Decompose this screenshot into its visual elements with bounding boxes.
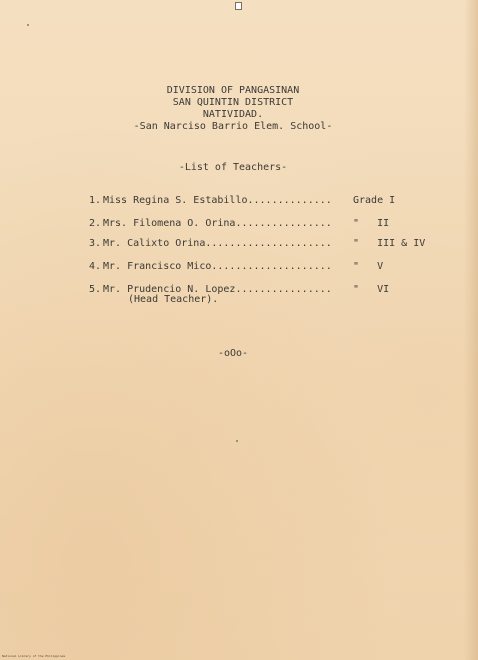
teacher-number: 1. xyxy=(89,195,102,206)
header-school: -San Narciso Barrio Elem. School- xyxy=(133,121,333,132)
footer-credit: National Library of the Philippines xyxy=(2,654,66,658)
teacher-number: 3. xyxy=(89,238,102,249)
closing-mark: -oOo- xyxy=(217,348,249,359)
head-teacher-note: (Head Teacher). xyxy=(128,294,219,305)
teacher-number: 5. xyxy=(89,284,102,295)
teacher-grade: " III & IV xyxy=(353,238,426,249)
archive-marker xyxy=(235,2,242,10)
teacher-number: 4. xyxy=(89,261,102,272)
teacher-name: Mr. Francisco Mico.................... xyxy=(103,261,332,272)
teacher-name: Mr. Prudencio N. Lopez................ xyxy=(103,284,332,295)
paper-speck xyxy=(236,440,238,442)
header-division: DIVISION OF PANGASINAN xyxy=(166,85,300,96)
teacher-name: Mrs. Filomena O. Orina................ xyxy=(103,218,332,229)
teacher-name: Mr. Calixto Orina..................... xyxy=(103,238,332,249)
teacher-grade: " VI xyxy=(353,284,390,295)
teacher-number: 2. xyxy=(89,218,102,229)
header-town: NATIVIDAD. xyxy=(202,109,264,120)
list-title: -List of Teachers- xyxy=(178,162,288,173)
paper-speck xyxy=(27,24,29,26)
teacher-grade: " II xyxy=(353,218,390,229)
header-district: SAN QUINTIN DISTRICT xyxy=(172,97,294,108)
teacher-grade: Grade I xyxy=(353,195,396,206)
teacher-name: Miss Regina S. Estabillo.............. xyxy=(103,195,332,206)
teacher-grade: " V xyxy=(353,261,384,272)
page-edge-shadow xyxy=(464,0,478,660)
